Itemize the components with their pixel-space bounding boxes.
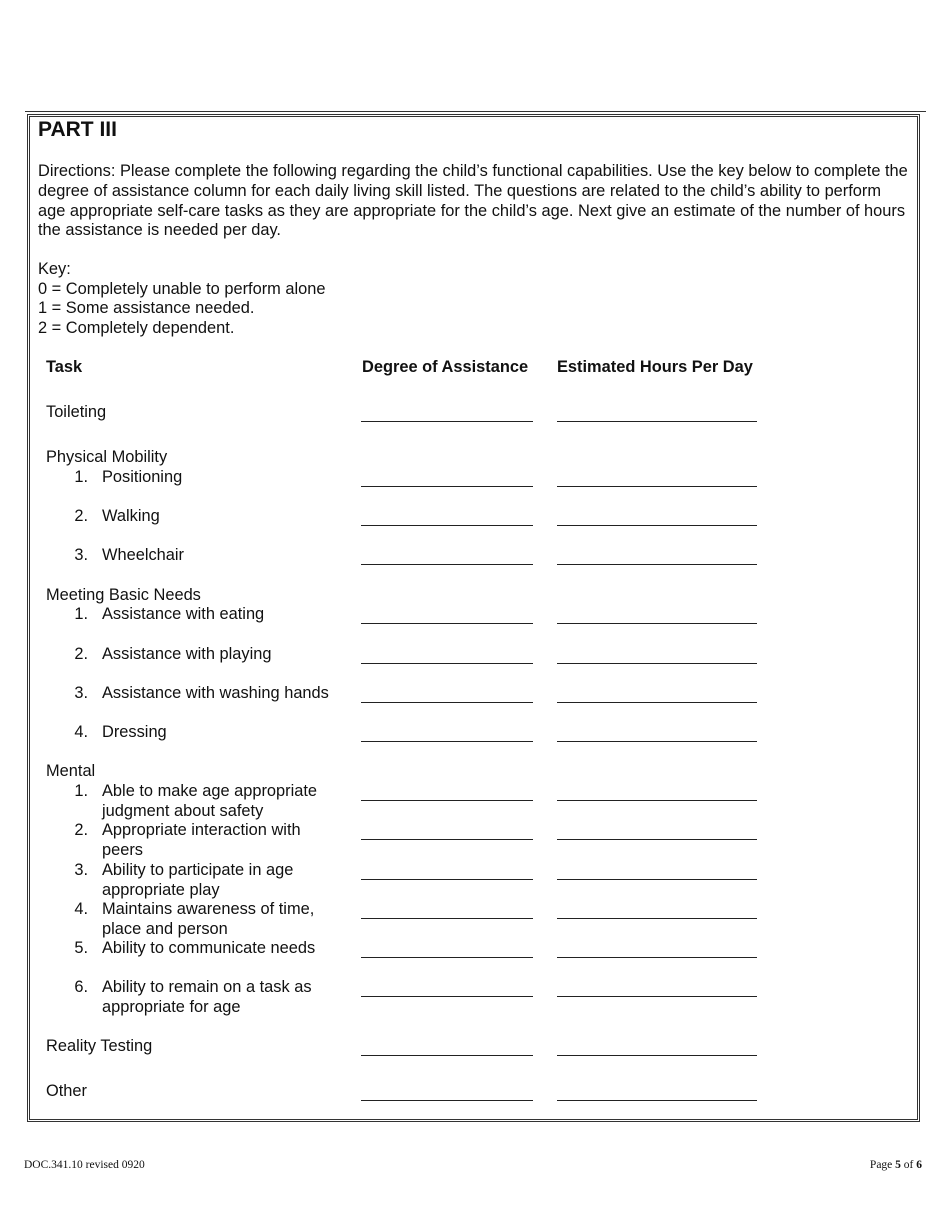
degree-field-reality-testing[interactable] — [361, 1055, 533, 1056]
hours-field-reality-testing[interactable] — [557, 1055, 757, 1056]
page-prefix: Page — [869, 1159, 893, 1171]
item-number: 2. — [74, 645, 88, 663]
degree-field-wheelchair[interactable] — [361, 564, 533, 565]
hours-field-safety-judgment[interactable] — [557, 800, 757, 801]
item-number: 6. — [74, 978, 88, 996]
key-item-0: 0 = Completely unable to perform alone — [38, 279, 326, 298]
key-item-1: 1 = Some assistance needed. — [38, 299, 255, 318]
header-hours: Estimated Hours Per Day — [557, 358, 753, 376]
task-line: place and person — [102, 919, 228, 938]
item-number: 1. — [74, 782, 88, 800]
degree-field-other[interactable] — [361, 1100, 533, 1101]
item-number: 3. — [74, 861, 88, 879]
task-line: Maintains awareness of time, — [102, 900, 315, 918]
degree-field-awareness[interactable] — [361, 918, 533, 919]
header-degree: Degree of Assistance — [362, 358, 529, 376]
page-number — [870, 1159, 922, 1171]
item-number: 2. — [74, 821, 88, 839]
hours-field-playing[interactable] — [557, 663, 757, 664]
hours-field-positioning[interactable] — [557, 486, 757, 487]
page-current: 5 — [895, 1159, 901, 1171]
task-line: Appropriate interaction with — [102, 821, 301, 839]
hours-field-remain-on-task[interactable] — [557, 996, 757, 997]
task-other: Other — [46, 1082, 87, 1100]
task-washing-hands: Assistance with washing hands — [102, 684, 329, 702]
degree-field-walking[interactable] — [361, 525, 533, 526]
hours-field-other[interactable] — [557, 1100, 757, 1101]
task-dressing: Dressing — [102, 723, 167, 741]
task-eating: Assistance with eating — [102, 605, 265, 623]
key-label: Key: — [38, 260, 71, 278]
task-line: Ability to participate in age — [102, 861, 294, 879]
task-line: appropriate play — [102, 880, 220, 899]
task-line: Able to make age appropriate — [102, 782, 318, 800]
degree-field-play-participation[interactable] — [361, 879, 533, 880]
task-play-participation — [102, 861, 293, 900]
hours-field-wheelchair[interactable] — [557, 564, 757, 565]
degree-field-washing-hands[interactable] — [361, 702, 533, 703]
item-number: 1. — [74, 605, 88, 623]
task-line: Ability to communicate needs — [102, 939, 316, 957]
task-playing: Assistance with playing — [102, 645, 272, 663]
item-number: 1. — [74, 468, 88, 486]
category-mental: Mental — [46, 762, 96, 780]
category-basic-needs: Meeting Basic Needs — [46, 586, 201, 604]
top-rule — [25, 111, 926, 112]
task-peer-interaction — [102, 821, 301, 860]
header-task: Task — [46, 358, 83, 376]
degree-field-eating[interactable] — [361, 623, 533, 624]
category-physical-mobility: Physical Mobility — [46, 448, 168, 466]
hours-field-eating[interactable] — [557, 623, 757, 624]
degree-field-remain-on-task[interactable] — [361, 996, 533, 997]
task-positioning: Positioning — [102, 468, 183, 486]
task-safety-judgment — [102, 782, 317, 821]
task-walking: Walking — [102, 507, 160, 525]
hours-field-dressing[interactable] — [557, 741, 757, 742]
task-awareness — [102, 900, 314, 939]
degree-field-toileting[interactable] — [361, 421, 533, 422]
task-toileting: Toileting — [46, 403, 107, 421]
degree-field-playing[interactable] — [361, 663, 533, 664]
key-item-2: 2 = Completely dependent. — [38, 318, 235, 337]
hours-field-play-participation[interactable] — [557, 879, 757, 880]
hours-field-awareness[interactable] — [557, 918, 757, 919]
item-number: 4. — [74, 900, 88, 918]
task-line: judgment about safety — [102, 801, 264, 820]
task-line: Ability to remain on a task as — [102, 978, 312, 996]
doc-id: DOC.341.10 revised 0920 — [24, 1159, 145, 1171]
degree-field-communicate-needs[interactable] — [361, 957, 533, 958]
task-line: appropriate for age — [102, 997, 241, 1016]
hours-field-communicate-needs[interactable] — [557, 957, 757, 958]
task-remain-on-task — [102, 978, 312, 1017]
directions-text: Directions: Please complete the following regarding the child’s functional capabilities. Use the key below to complete the degree of assistance column for each daily living skill listed. The questions are related to the child’s ability to perform age appropriate self-care tasks as they are appropriate for the child’s age. Next give an estimate of the number of hours the assistance is needed per day. — [38, 162, 908, 240]
task-reality-testing: Reality Testing — [46, 1037, 153, 1055]
degree-field-safety-judgment[interactable] — [361, 800, 533, 801]
item-number: 2. — [74, 507, 88, 525]
page-of: of — [903, 1159, 914, 1171]
key-section — [38, 260, 325, 338]
task-wheelchair: Wheelchair — [102, 546, 184, 564]
part-title: PART III — [38, 118, 117, 141]
item-number: 3. — [74, 546, 88, 564]
hours-field-washing-hands[interactable] — [557, 702, 757, 703]
item-number: 3. — [74, 684, 88, 702]
task-communicate-needs — [102, 939, 315, 959]
degree-field-positioning[interactable] — [361, 486, 533, 487]
degree-field-dressing[interactable] — [361, 741, 533, 742]
task-line: peers — [102, 840, 144, 859]
item-number: 5. — [74, 939, 88, 957]
page-total: 6 — [916, 1159, 922, 1171]
hours-field-walking[interactable] — [557, 525, 757, 526]
hours-field-toileting[interactable] — [557, 421, 757, 422]
item-number: 4. — [74, 723, 88, 741]
degree-field-peer-interaction[interactable] — [361, 839, 533, 840]
hours-field-peer-interaction[interactable] — [557, 839, 757, 840]
